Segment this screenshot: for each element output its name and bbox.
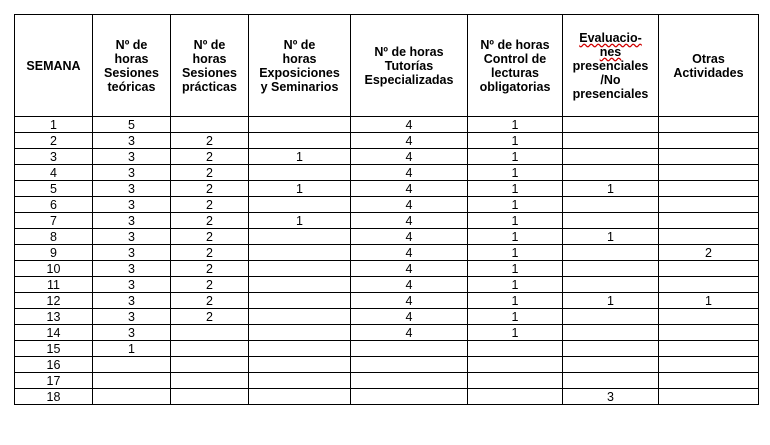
cell-practicas: 2: [171, 165, 249, 181]
table-row: [15, 357, 759, 373]
cell-semana: 18: [15, 389, 93, 405]
cell-tutorias: 4: [351, 293, 468, 309]
cell-exposiciones: 1: [249, 213, 351, 229]
schedule-table: [14, 14, 759, 405]
header-sesiones-practicas: Nº de horas Sesiones prácticas: [171, 15, 249, 117]
cell-practicas: [171, 389, 249, 405]
cell-teoricas: 3: [93, 181, 171, 197]
table-row: [15, 309, 759, 325]
cell-evaluaciones: [563, 245, 659, 261]
cell-evaluaciones: [563, 373, 659, 389]
cell-tutorias: [351, 389, 468, 405]
cell-evaluaciones: [563, 357, 659, 373]
table-row: [15, 325, 759, 341]
cell-otras: [659, 197, 759, 213]
cell-tutorias: 4: [351, 309, 468, 325]
cell-otras: [659, 133, 759, 149]
cell-lecturas: 1: [468, 149, 563, 165]
cell-lecturas: 1: [468, 293, 563, 309]
cell-otras: [659, 341, 759, 357]
cell-teoricas: 3: [93, 149, 171, 165]
cell-tutorias: 4: [351, 149, 468, 165]
cell-exposiciones: [249, 133, 351, 149]
cell-exposiciones: [249, 341, 351, 357]
cell-otras: [659, 261, 759, 277]
header-exposiciones-seminarios: Nº de horas Exposiciones y Seminarios: [249, 15, 351, 117]
cell-lecturas: [468, 357, 563, 373]
cell-practicas: [171, 357, 249, 373]
cell-otras: [659, 373, 759, 389]
cell-evaluaciones: [563, 277, 659, 293]
cell-semana: 17: [15, 373, 93, 389]
cell-tutorias: 4: [351, 133, 468, 149]
cell-lecturas: 1: [468, 245, 563, 261]
cell-evaluaciones: 1: [563, 181, 659, 197]
cell-semana: 8: [15, 229, 93, 245]
cell-practicas: [171, 325, 249, 341]
cell-practicas: 2: [171, 149, 249, 165]
cell-lecturas: 1: [468, 181, 563, 197]
cell-semana: 13: [15, 309, 93, 325]
cell-lecturas: 1: [468, 277, 563, 293]
cell-practicas: [171, 341, 249, 357]
header-evaluaciones-misspelled: Evaluacio- nes: [579, 30, 642, 59]
cell-otras: [659, 277, 759, 293]
cell-practicas: 2: [171, 197, 249, 213]
header-control-lecturas: Nº de horas Control de lecturas obligatorias: [468, 15, 563, 117]
cell-tutorias: 4: [351, 213, 468, 229]
cell-practicas: 2: [171, 293, 249, 309]
cell-semana: 14: [15, 325, 93, 341]
table-row: [15, 149, 759, 165]
cell-tutorias: 4: [351, 229, 468, 245]
cell-practicas: 2: [171, 229, 249, 245]
cell-semana: 16: [15, 357, 93, 373]
cell-evaluaciones: 1: [563, 229, 659, 245]
cell-exposiciones: [249, 357, 351, 373]
cell-lecturas: 1: [468, 261, 563, 277]
cell-exposiciones: [249, 293, 351, 309]
cell-evaluaciones: [563, 117, 659, 133]
cell-semana: 10: [15, 261, 93, 277]
cell-evaluaciones: [563, 341, 659, 357]
cell-lecturas: 1: [468, 133, 563, 149]
cell-practicas: 2: [171, 261, 249, 277]
cell-lecturas: 1: [468, 197, 563, 213]
cell-teoricas: [93, 373, 171, 389]
cell-exposiciones: [249, 261, 351, 277]
cell-evaluaciones: [563, 165, 659, 181]
cell-evaluaciones: [563, 149, 659, 165]
cell-semana: 12: [15, 293, 93, 309]
header-semana: SEMANA: [15, 15, 93, 117]
cell-evaluaciones: 1: [563, 293, 659, 309]
cell-semana: 6: [15, 197, 93, 213]
cell-practicas: [171, 117, 249, 133]
cell-otras: [659, 117, 759, 133]
cell-teoricas: 3: [93, 229, 171, 245]
cell-semana: 4: [15, 165, 93, 181]
cell-semana: 1: [15, 117, 93, 133]
cell-exposiciones: [249, 373, 351, 389]
table-row: [15, 197, 759, 213]
cell-evaluaciones: 3: [563, 389, 659, 405]
header-row: [15, 15, 759, 117]
cell-exposiciones: [249, 165, 351, 181]
table-row: [15, 117, 759, 133]
cell-tutorias: 4: [351, 261, 468, 277]
table-row: [15, 341, 759, 357]
cell-otras: [659, 309, 759, 325]
cell-otras: [659, 181, 759, 197]
cell-exposiciones: [249, 229, 351, 245]
cell-practicas: 2: [171, 213, 249, 229]
cell-lecturas: 1: [468, 213, 563, 229]
header-evaluaciones-rest: presenciales /No presenciales: [572, 58, 649, 101]
cell-practicas: 2: [171, 309, 249, 325]
cell-otras: 1: [659, 293, 759, 309]
cell-evaluaciones: [563, 261, 659, 277]
table-row: [15, 213, 759, 229]
cell-lecturas: 1: [468, 165, 563, 181]
cell-teoricas: 3: [93, 165, 171, 181]
cell-exposiciones: [249, 245, 351, 261]
cell-practicas: 2: [171, 277, 249, 293]
cell-teoricas: 3: [93, 213, 171, 229]
cell-tutorias: 4: [351, 117, 468, 133]
cell-exposiciones: 1: [249, 181, 351, 197]
cell-practicas: [171, 373, 249, 389]
cell-exposiciones: [249, 309, 351, 325]
cell-otras: [659, 229, 759, 245]
table-row: [15, 181, 759, 197]
cell-tutorias: 4: [351, 325, 468, 341]
cell-evaluaciones: [563, 133, 659, 149]
cell-exposiciones: 1: [249, 149, 351, 165]
table-row: [15, 277, 759, 293]
cell-lecturas: 1: [468, 229, 563, 245]
cell-semana: 15: [15, 341, 93, 357]
cell-teoricas: 3: [93, 325, 171, 341]
cell-semana: 2: [15, 133, 93, 149]
cell-semana: 11: [15, 277, 93, 293]
cell-teoricas: 3: [93, 309, 171, 325]
cell-otras: [659, 213, 759, 229]
cell-lecturas: [468, 373, 563, 389]
cell-tutorias: [351, 341, 468, 357]
cell-exposiciones: [249, 197, 351, 213]
cell-teoricas: 3: [93, 245, 171, 261]
cell-otras: [659, 165, 759, 181]
header-sesiones-teoricas: Nº de horas Sesiones teóricas: [93, 15, 171, 117]
cell-lecturas: [468, 389, 563, 405]
cell-evaluaciones: [563, 325, 659, 341]
cell-otras: [659, 325, 759, 341]
header-evaluaciones: [563, 15, 659, 117]
cell-exposiciones: [249, 117, 351, 133]
cell-otras: 2: [659, 245, 759, 261]
cell-teoricas: 3: [93, 293, 171, 309]
cell-practicas: 2: [171, 181, 249, 197]
cell-practicas: 2: [171, 245, 249, 261]
cell-otras: [659, 149, 759, 165]
cell-lecturas: 1: [468, 117, 563, 133]
cell-teoricas: [93, 357, 171, 373]
cell-tutorias: [351, 357, 468, 373]
table-row: [15, 165, 759, 181]
cell-teoricas: 3: [93, 261, 171, 277]
table-row: [15, 245, 759, 261]
table-body: [15, 117, 759, 405]
cell-otras: [659, 357, 759, 373]
cell-lecturas: 1: [468, 309, 563, 325]
cell-tutorias: 4: [351, 277, 468, 293]
cell-teoricas: 5: [93, 117, 171, 133]
cell-teoricas: 1: [93, 341, 171, 357]
cell-exposiciones: [249, 325, 351, 341]
cell-semana: 3: [15, 149, 93, 165]
table-row: [15, 293, 759, 309]
cell-lecturas: 1: [468, 325, 563, 341]
cell-exposiciones: [249, 389, 351, 405]
cell-teoricas: 3: [93, 197, 171, 213]
header-otras-actividades: Otras Actividades: [659, 15, 759, 117]
cell-teoricas: 3: [93, 277, 171, 293]
header-tutorias: Nº de horas Tutorías Especializadas: [351, 15, 468, 117]
cell-semana: 7: [15, 213, 93, 229]
cell-evaluaciones: [563, 213, 659, 229]
table-row: [15, 389, 759, 405]
table-row: [15, 229, 759, 245]
cell-evaluaciones: [563, 309, 659, 325]
cell-exposiciones: [249, 277, 351, 293]
cell-practicas: 2: [171, 133, 249, 149]
table-row: [15, 261, 759, 277]
table-row: [15, 133, 759, 149]
cell-evaluaciones: [563, 197, 659, 213]
cell-tutorias: 4: [351, 165, 468, 181]
table-row: [15, 373, 759, 389]
cell-tutorias: 4: [351, 181, 468, 197]
cell-tutorias: [351, 373, 468, 389]
cell-lecturas: [468, 341, 563, 357]
cell-teoricas: [93, 389, 171, 405]
cell-teoricas: 3: [93, 133, 171, 149]
cell-semana: 9: [15, 245, 93, 261]
table-header: [15, 15, 759, 117]
cell-tutorias: 4: [351, 245, 468, 261]
cell-tutorias: 4: [351, 197, 468, 213]
cell-otras: [659, 389, 759, 405]
cell-semana: 5: [15, 181, 93, 197]
